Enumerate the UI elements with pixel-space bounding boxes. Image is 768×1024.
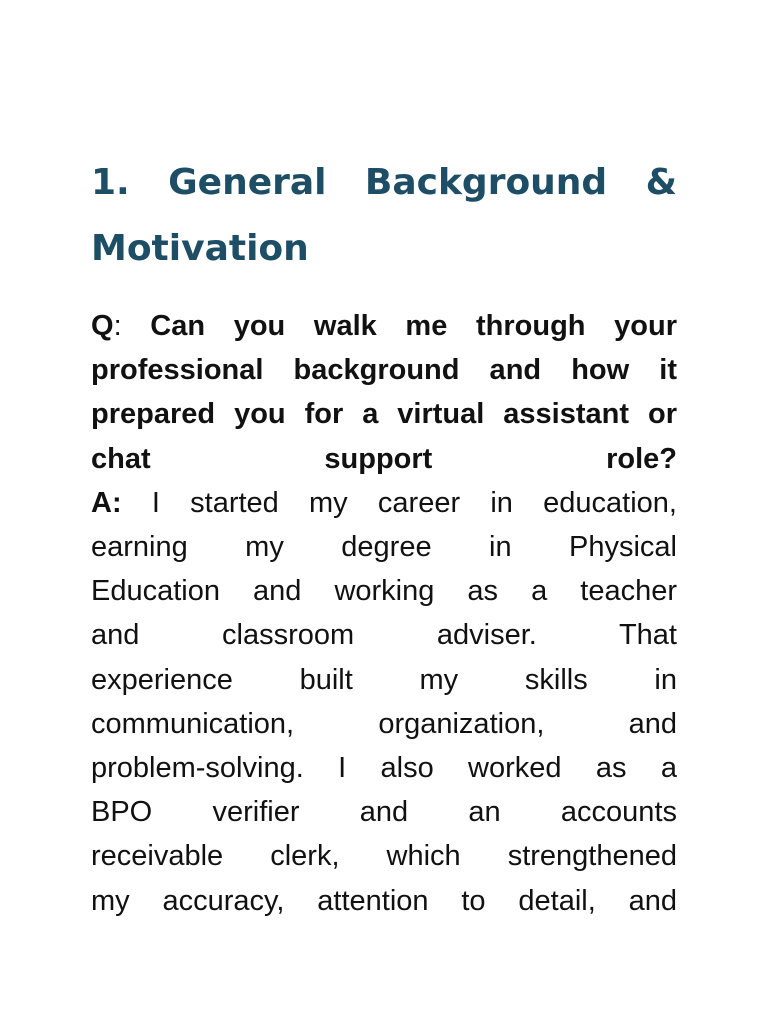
question-colon: : (113, 310, 122, 342)
answer-line-10: my accuracy, attention to detail, and (91, 884, 677, 917)
answer-line-6: communication, organization, and (91, 707, 677, 740)
answer-line-9: receivable clerk, which strengthened (91, 840, 677, 873)
answer-line-3: Education and working as a teacher (91, 575, 677, 608)
qa-block (91, 304, 677, 923)
question-line-1 (91, 304, 677, 348)
document-page (91, 0, 677, 1024)
section-heading-line-1: 1. General Background & (91, 162, 677, 203)
question-label: Q (91, 310, 114, 342)
question-text-1: Can you walk me through your (150, 310, 677, 342)
question-line-2: professional background and how it (91, 354, 677, 387)
section-heading (91, 150, 677, 282)
answer-line-1 (91, 481, 677, 525)
answer-line-7: problem-solving. I also worked as a (91, 752, 677, 785)
answer-line-2: earning my degree in Physical (91, 531, 677, 564)
question-line-3: prepared you for a virtual assistant or (91, 398, 677, 431)
answer-label: A: (91, 486, 122, 519)
section-heading-line-2: Motivation (91, 228, 309, 269)
question-line-4: chat support role? (91, 442, 677, 475)
answer-line-4: and classroom adviser. That (91, 619, 677, 652)
answer-line-8: BPO verifier and an accounts (91, 796, 677, 829)
answer-line-5: experience built my skills in (91, 663, 677, 696)
answer-text-1: I started my career in education, (151, 486, 677, 519)
